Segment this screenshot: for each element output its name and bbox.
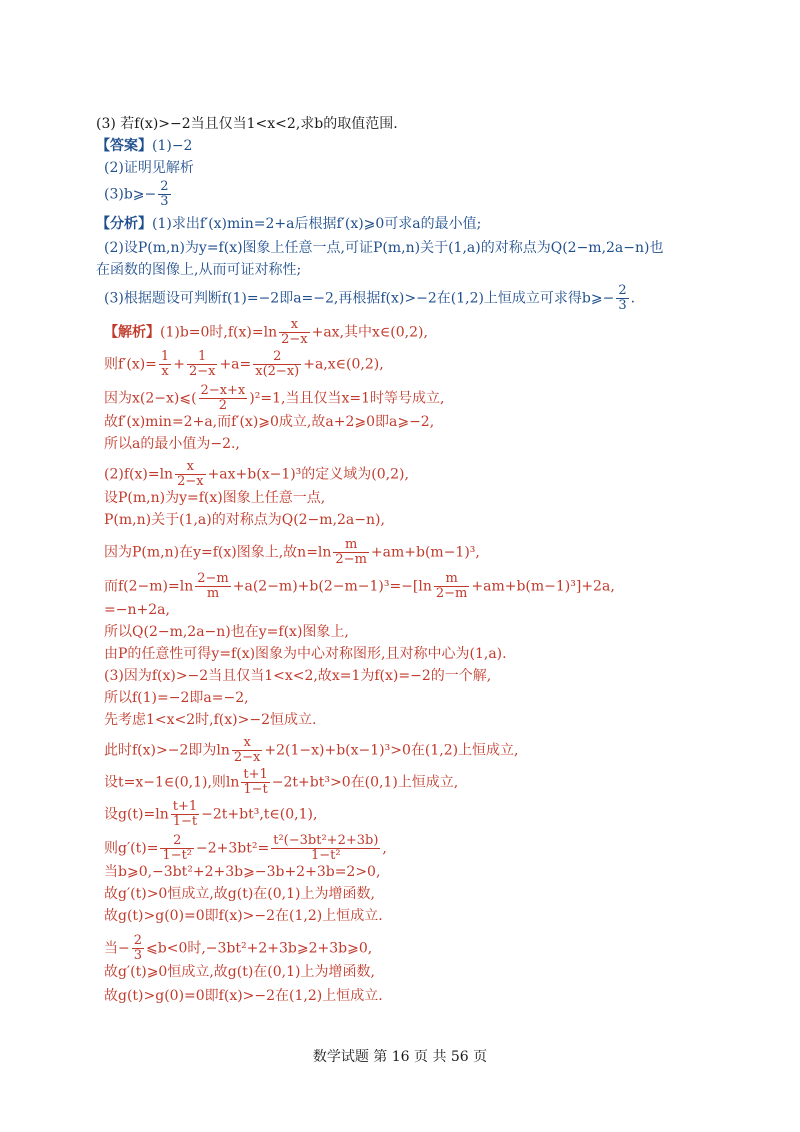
solution-line <box>104 384 444 413</box>
solution-line: 故g(t)>g(0)=0即f(x)>−2在(1,2)上恒成立. <box>104 988 383 1004</box>
answer-tag: 【答案】 <box>96 138 152 154</box>
numerator: 2−x+x <box>200 383 246 398</box>
numerator: x <box>279 318 310 333</box>
denominator: 2−m <box>335 552 367 567</box>
numerator: 2 <box>133 933 143 948</box>
denominator: 3 <box>618 298 627 313</box>
numerator: x <box>175 460 206 475</box>
analysis-text: (1)求出f′(x)min=2+a后根据f′(x)⩾0可求a的最小值; <box>152 216 482 232</box>
numerator: 2−m <box>197 571 229 586</box>
solution-line: =−n+2a, <box>104 602 170 618</box>
solution-line <box>104 800 317 829</box>
text: )²=1,当且仅当x=1时等号成立, <box>249 390 445 407</box>
numerator: t+1 <box>243 767 268 782</box>
numerator: t+1 <box>172 799 198 814</box>
analysis-text: . <box>630 290 636 307</box>
denominator: 3 <box>133 948 143 963</box>
solution-line: 由P的任意性可得y=f(x)图象为中心对称图形,且对称中心为(1,a). <box>104 646 507 662</box>
solution-tag: 【解析】 <box>104 324 160 341</box>
text: ⩽b<0时,−3bt²+2+3b⩾2+3b⩾0, <box>146 940 373 957</box>
solution-line: 所以a的最小值为−2., <box>104 436 240 452</box>
solution-line: 所以f(1)=−2即a=−2, <box>104 690 249 706</box>
fraction <box>241 768 269 797</box>
answer-line-1 <box>96 136 192 156</box>
text: 当− <box>104 940 130 957</box>
text: +am+b(m−1)³]+2a, <box>471 578 615 595</box>
denominator: 3 <box>160 194 169 209</box>
solution-line: 故g′(t)>0恒成立,故g(t)在(0,1)上为增函数, <box>104 886 375 902</box>
text: 则f′(x)= <box>104 356 157 373</box>
numerator: 2 <box>618 283 627 298</box>
fraction <box>232 736 263 765</box>
text: +a(2−m)+b(2−m−1)³=−[ln <box>232 578 432 595</box>
solution-line <box>104 934 372 963</box>
answer-p1: (1)−2 <box>152 138 193 154</box>
answer-p3-text: (3)b⩾− <box>104 186 157 203</box>
analysis-line-1 <box>96 214 481 234</box>
solution-line: 所以Q(2−m,2a−n)也在y=f(x)图象上, <box>104 624 349 640</box>
text: +ax,其中x∈(0,2), <box>311 324 428 341</box>
text: 因为x(2−x)⩽( <box>104 390 197 407</box>
solution-line <box>104 460 409 489</box>
solution-line: 故g′(t)⩾0恒成立,故g(t)在(0,1)上为增函数, <box>104 964 375 980</box>
denominator: 1−t² <box>311 848 341 863</box>
text: +a,x∈(0,2), <box>303 356 384 373</box>
analysis-line-3: 在函数的图像上,从而可证对称性; <box>96 262 302 278</box>
numerator: m <box>434 572 470 587</box>
numerator: 2 <box>253 350 301 365</box>
solution-line: 先考虑1<x<2时,f(x)>−2恒成立. <box>104 712 317 728</box>
text: +2(1−x)+b(x−1)³>0在(1,2)上恒成立, <box>264 742 519 759</box>
text: (2)f(x)=ln <box>104 466 174 483</box>
fraction <box>199 384 248 413</box>
fraction <box>253 350 301 379</box>
text: 而f(2−m)=ln <box>104 578 194 595</box>
text: 则g′(t)= <box>104 840 159 857</box>
text: , <box>382 840 387 857</box>
fraction <box>616 284 628 313</box>
solution-line <box>104 768 458 797</box>
analysis-line-2: (2)设P(m,n)为y=f(x)图象上任意一点,可证P(m,n)关于(1,a)的对称点为Q(2−m,2a−n)也 <box>104 240 664 256</box>
denominator: x <box>161 364 169 379</box>
analysis-text: (3)根据题设可判断f(1)=−2即a=−2,再根据f(x)>−2在(1,2)上恒成立可求得b⩾− <box>104 290 615 307</box>
denominator: 2−x <box>281 332 308 347</box>
fraction <box>279 318 310 347</box>
fraction <box>333 538 369 567</box>
question-part3: (3) 若f(x)>−2当且仅当1<x<2,求b的取值范围. <box>96 116 398 132</box>
solution-line <box>104 736 519 765</box>
denominator: 2−x <box>188 364 216 379</box>
solution-line <box>104 572 615 601</box>
text: 因为P(m,n)在y=f(x)图象上,故n=ln <box>104 544 332 561</box>
denominator: 2 <box>218 398 228 413</box>
denominator: x(2−x) <box>255 364 300 379</box>
denominator: 2−m <box>435 586 468 601</box>
page-footer: 数学试题 第 16 页 共 56 页 <box>312 1049 488 1065</box>
denominator: 1−t² <box>162 848 193 863</box>
fraction <box>159 350 171 379</box>
solution-line: 故g(t)>g(0)=0即f(x)>−2在(1,2)上恒成立. <box>104 908 383 924</box>
fraction <box>160 834 194 863</box>
solution-line <box>104 538 480 567</box>
solution-line: 设P(m,n)为y=f(x)图象上任意一点, <box>104 490 326 506</box>
text: −2t+bt³>0在(0,1)上恒成立, <box>271 774 459 791</box>
text: (1)b=0时,f(x)=ln <box>160 324 278 341</box>
answer-p2: (2)证明见解析 <box>104 160 194 176</box>
text: +am+b(m−1)³, <box>370 544 480 561</box>
text: +ax+b(x−1)³的定义域为(0,2), <box>207 466 409 483</box>
fraction <box>195 572 231 601</box>
denominator: 1−t <box>172 814 198 829</box>
text: 设g(t)=ln <box>104 806 169 823</box>
solution-line <box>104 318 428 347</box>
fraction <box>158 180 170 209</box>
fraction <box>132 934 144 963</box>
numerator: t²(−3bt²+2+3b) <box>273 833 379 848</box>
denominator: 1−t <box>243 782 268 797</box>
text: −2t+bt³,t∈(0,1), <box>201 806 318 823</box>
text: + <box>173 356 185 373</box>
solution-line: P(m,n)关于(1,a)的对称点为Q(2−m,2a−n), <box>104 512 385 528</box>
text: +a= <box>219 356 252 373</box>
solution-line <box>104 834 387 863</box>
numerator: m <box>333 538 369 553</box>
answer-p3 <box>104 180 173 209</box>
fraction <box>434 572 470 601</box>
numerator: 2 <box>160 834 194 849</box>
fraction <box>187 350 218 379</box>
fraction <box>171 800 199 829</box>
solution-line: 当b⩾0,−3bt²+2+3b⩾−3b+2+3b=2>0, <box>104 864 381 880</box>
numerator: x <box>232 736 263 751</box>
numerator: 2 <box>160 179 169 194</box>
solution-line: 故f′(x)min=2+a,而f′(x)⩾0成立,故a+2⩾0即a⩾−2, <box>104 414 435 430</box>
denominator: 2−x <box>233 750 261 765</box>
analysis-tag: 【分析】 <box>96 216 152 232</box>
text: 设t=x−1∈(0,1),则ln <box>104 774 240 791</box>
denominator: m <box>206 586 220 601</box>
text: −2+3bt²= <box>196 840 270 857</box>
fraction <box>175 460 206 489</box>
fraction <box>271 834 380 863</box>
solution-line <box>104 350 384 379</box>
numerator: 1 <box>160 349 170 364</box>
analysis-line-4 <box>104 284 635 313</box>
text: 此时f(x)>−2即为ln <box>104 742 230 759</box>
numerator: 1 <box>187 350 218 365</box>
solution-line: (3)因为f(x)>−2当且仅当1<x<2,故x=1为f(x)=−2的一个解, <box>104 668 492 684</box>
denominator: 2−x <box>177 474 204 489</box>
